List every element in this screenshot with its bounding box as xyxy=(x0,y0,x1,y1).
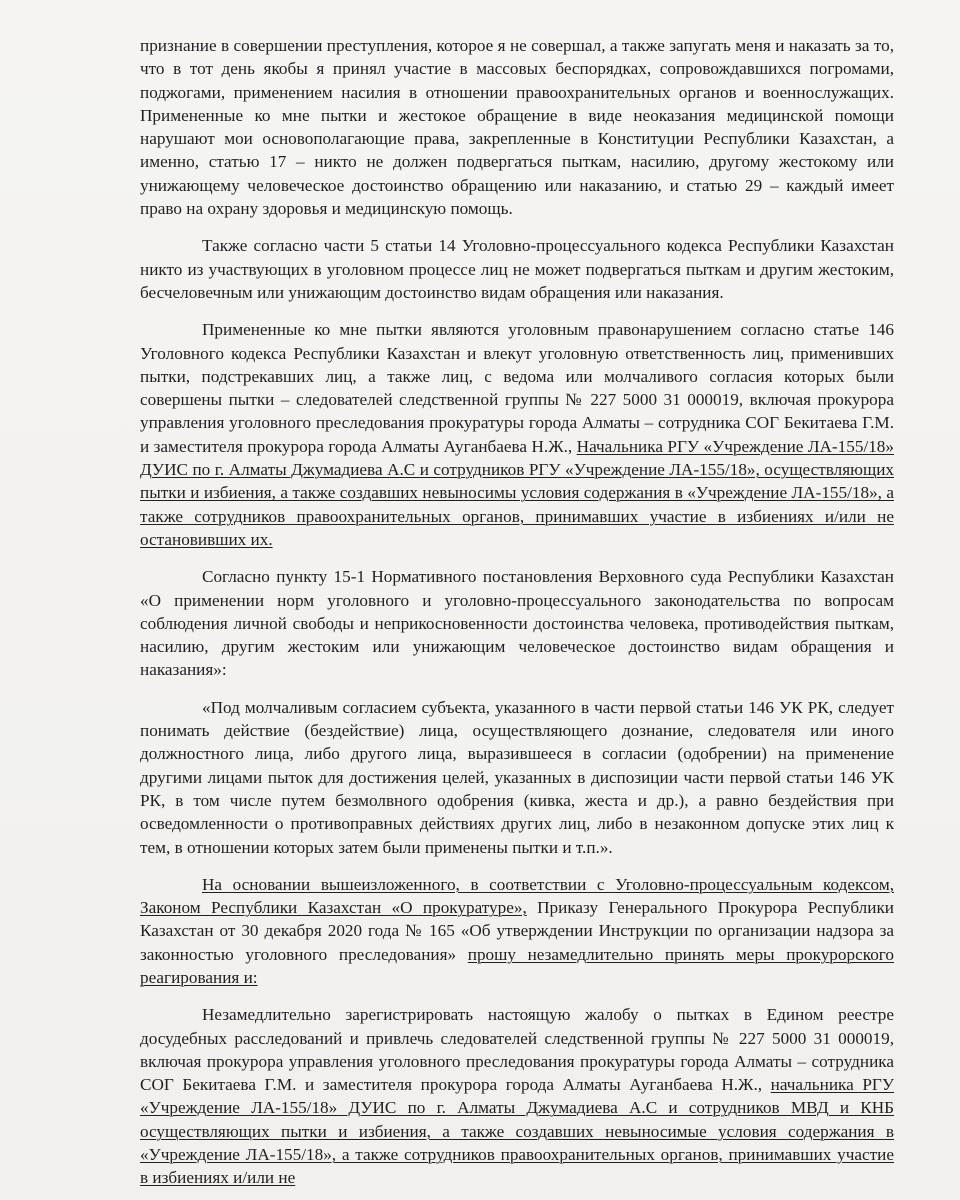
paragraph-text: признание в совершении преступления, которое я не совершал, а также запугать меня и наказать за то, что в тот день якобы я принял участие в массовых беспорядках, сопровождавшихся погромами, поджогами, применением насилия в отношении правоохранительных органов и военнослужащих. Примененные ко мне пытки и жестокое обращение в виде неоказания медицинской помощи нарушают мои основополагающие права, закрепленные в Конституции Республики Казахстан, а именно, статью 17 – никто не должен подвергаться пыткам, насилию, другому жестокому или унижающему человеческое достоинство обращению или наказанию, и статью 29 – каждый имеет право на охрану здоровья и медицинскую помощь. xyxy=(140,36,894,219)
paragraph-text: Примененные ко мне пытки являются уголовным правонарушением согласно статье 146 Уголовного кодекса Республики Казахстан и влекут уголовную ответственность лиц, применивших пытки, подстрекавших лиц, а также лиц, с ведома или молчаливого согласия которых были совершены пытки – следователей следственной группы № 227 5000 31 000019, включая прокурора управления уголовного преследования прокуратуры города Алматы – сотрудника СОГ Бекитаева Г.М. и заместителя прокурора города Алматы Ауганбаева Н.Ж., xyxy=(140,320,894,456)
document-paragraph xyxy=(140,696,894,859)
document-paragraph xyxy=(140,1003,894,1189)
document-paragraph xyxy=(140,873,894,989)
underlined-text: На основании вышеизложенного, в соответствии с Уголовно-процессуальным кодексом, Законом Республики Казахстан «О прокуратуре», xyxy=(140,874,894,918)
document-paragraph xyxy=(140,318,894,551)
underlined-text: прошу незамедлительно принять меры прокурорского реагирования и: xyxy=(140,944,895,987)
paragraph-text: Согласно пункту 15-1 Нормативного постановления Верховного суда Республики Казахстан «О применении норм уголовного и уголовно-процессуального законодательства по вопросам соблюдения личной свободы и неприкосновенности достоинства человека, противодействия пыткам, насилию, другим жестоким или унижающим человеческое достоинство видам обращения и наказания»: xyxy=(140,567,894,680)
paragraph-text: Незамедлительно зарегистрировать настоящую жалобу о пытках в Едином реестре досудебных расследований и привлечь следователей следственной группы № 227 5000 31 000019, включая прокурора управления уголовного преследования прокуратуры города Алматы – сотрудника СОГ Бекитаева Г.М. и заместителя прокурора города Алматы Ауганбаева Н.Ж., xyxy=(140,1005,894,1095)
paragraph-text: Приказу Генерального Прокурора Республики Казахстан от 30 декабря 2020 года № 165 «Об утверждении Инструкции по организации надзора за законностью уголовного преследования» xyxy=(140,898,894,964)
document-paragraph xyxy=(140,565,894,681)
document-paragraph xyxy=(140,234,894,304)
underlined-text: начальника РГУ «Учреждение ЛА-155/18» ДУИС по г. Алматы Джумадиева А.С и сотрудников МВД и КНБ осуществляющих пытки и избиения, а также создавших невыносимые условия содержания в «Учреждение ЛА-155/18», а также сотрудников правоохранительных органов, принимавших участие в избиениях и/или не xyxy=(140,1075,894,1188)
paragraph-text: «Под молчаливым согласием субъекта, указанного в части первой статьи 146 УК РК, следует понимать действие (бездействие) лица, осуществляющего дознание, следователя или иного должностного лица, либо другого лица, выразившееся в согласии (одобрении) на применение другими лицами пыток для достижения целей, указанных в диспозиции части первой статьи 146 УК РК, в том числе путем безмолвного одобрения (кивка, жеста и др.), а равно бездействия при осведомленности о противоправных действиях других лиц, либо в незаконном допуске этих лиц к тем, в отношении которых затем были применены пытки и т.п.». xyxy=(140,697,894,857)
document-body xyxy=(140,34,894,1190)
document-paragraph xyxy=(140,34,894,220)
underlined-text: Начальника РГУ «Учреждение ЛА-155/18» ДУИС по г. Алматы Джумадиева А.С и сотрудников РГУ «Учреждение ЛА-155/18», осуществляющих пытки и избиения, а также создавших невыносимы условия содержания в «Учреждение ЛА-155/18», а также сотрудников правоохранительных органов, принимавших участие в избиениях и/или не остановивших их. xyxy=(140,436,894,549)
paragraph-text: Также согласно части 5 статьи 14 Уголовно-процессуального кодекса Республики Казахстан никто из участвующих в уголовном процессе лиц не может подвергаться пыткам и другим жестоким, бесчеловечным или унижающим достоинство видам обращения или наказания. xyxy=(140,236,894,302)
